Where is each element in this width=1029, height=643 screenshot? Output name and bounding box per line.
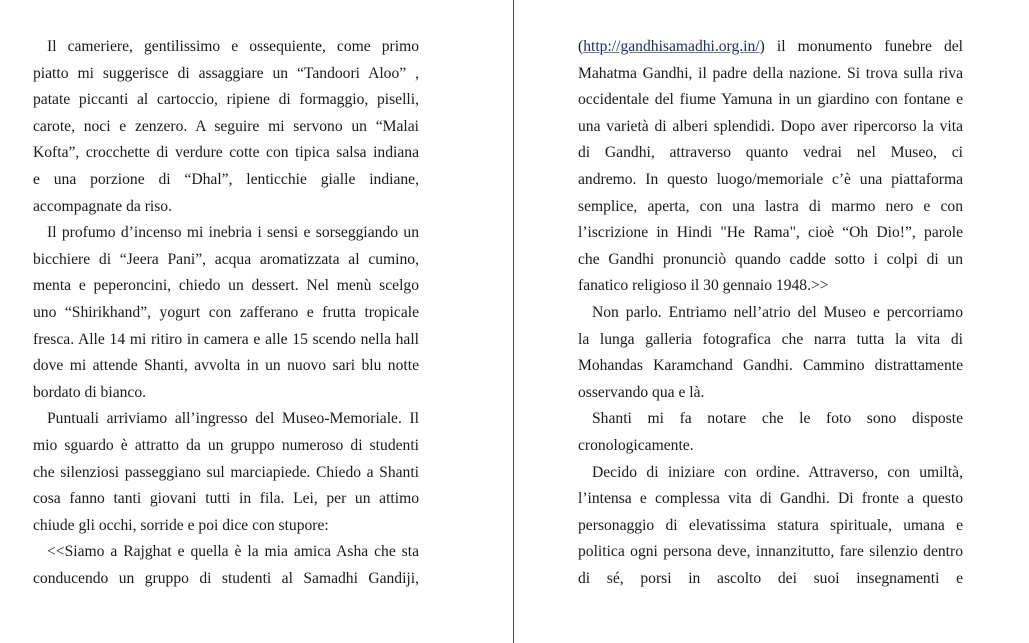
text-line: una varietà di alberi splendidi. Dopo aver ripercorso la vita <box>578 117 963 135</box>
text-line: fanatico religioso il 30 gennaio 1948.>> <box>578 277 829 295</box>
text-line: Non parlo. Entriamo nell’atrio del Museo e percorriamo <box>592 303 963 321</box>
text-line: Decido di iniziare con ordine. Attraverso, con umiltà, <box>592 463 963 481</box>
left-page <box>0 0 513 643</box>
text-line: Kofta”, crocchette di verdure cotte con tipica salsa indiana <box>33 144 419 162</box>
text-line: la lunga galleria fotografica che narra tutta la vita di <box>578 330 963 348</box>
text-line: carote, noci e zenzero. A seguire mi servono un “Malai <box>33 117 419 135</box>
text-line: Puntuali arriviamo all’ingresso del Museo-Memoriale. Il <box>47 410 419 428</box>
text-line: Il profumo d’incenso mi inebria i sensi e sorseggiando un <box>47 224 419 242</box>
left-page-text <box>33 34 419 592</box>
text-line: Shanti mi fa notare che le foto sono disposte <box>592 410 963 428</box>
text-line: dove mi attende Shanti, avvolta in un nuovo sari blu notte <box>33 357 419 375</box>
text-line: piatto mi suggerisce di assaggiare un “Tandoori Aloo” , <box>33 64 419 82</box>
text-line: <<Siamo a Rajghat e quella è la mia amica Asha che sta <box>47 543 419 561</box>
text-line: e una porzione di “Dhal”, lenticchie gialle indiane, <box>33 170 419 188</box>
text-line: di Gandhi, attraverso quanto vedrai nel Museo, ci <box>578 144 963 162</box>
text-line: osservando qua e là. <box>578 383 705 401</box>
text-line: cosa fanno tanti giovani tutti in fila. Lei, per un attimo <box>33 490 419 508</box>
text-line: semplice, aperta, con una lastra di marmo nero e con <box>578 197 963 215</box>
text-line: Mohandas Karamchand Gandhi. Cammino distrattamente <box>578 357 963 375</box>
text-line: l’intensa e complessa vita di Gandhi. Di fronte a questo <box>578 490 963 508</box>
text-line: di sé, porsi in ascolto dei suoi insegnamenti e <box>578 569 963 587</box>
text-line: uno “Shirikhand”, yogurt con zafferano e frutta tropicale <box>33 303 419 321</box>
text-line: conducendo un gruppo di studenti al Samadhi Gandiji, <box>33 569 419 587</box>
gandhi-samadhi-link[interactable]: http://gandhisamadhi.org.in/ <box>583 38 760 55</box>
text-line: politica ogni persona deve, innanzitutto, fare silenzio dentro <box>578 543 963 561</box>
text-line: cronologicamente. <box>578 436 694 454</box>
text-line: andremo. In questo luogo/memoriale c’è una piattaforma <box>578 170 963 188</box>
text-line: mio sguardo è attratto da un gruppo numeroso di studenti <box>33 436 419 454</box>
text-line: Il cameriere, gentilissimo e ossequiente, come primo <box>47 38 419 55</box>
text-line: patate piccanti al cartoccio, ripiene di formaggio, piselli, <box>33 91 419 109</box>
text-line: accompagnate da riso. <box>33 197 172 215</box>
text-line: menta e peperoncini, chiedo un dessert. Nel menù scelgo <box>33 277 419 295</box>
text-line: fresca. Alle 14 mi ritiro in camera e alle 15 scendo nella hall <box>33 330 419 348</box>
text-line: personaggio di elevatissima statura spirituale, umana e <box>578 516 963 534</box>
text-line: che silenziosi passeggiano sul marciapiede. Chiedo a Shanti <box>33 463 419 481</box>
right-page-text <box>578 34 963 592</box>
text-line: chiude gli occhi, sorride e poi dice con stupore: <box>33 516 329 534</box>
open-paren: ( <box>578 38 584 55</box>
text-line: Mahatma Gandhi, il padre della nazione. Si trova sulla riva <box>578 64 963 82</box>
text-line: l’iscrizione in Hindi "He Rama", cioè “Oh Dio!”, parole <box>578 224 963 242</box>
text-line: occidentale del fiume Yamuna in un giardino con fontane e <box>578 91 963 109</box>
text-line: bordato di bianco. <box>33 383 147 401</box>
text-line: bicchiere di “Jeera Pani”, acqua aromatizzata al cumino, <box>33 250 419 268</box>
text-line <box>578 34 963 61</box>
line-rest: ) il monumento funebre del <box>759 38 963 55</box>
right-page <box>514 0 1029 643</box>
text-line: che Gandhi pronunciò quando cadde sotto i colpi di un <box>578 250 963 268</box>
